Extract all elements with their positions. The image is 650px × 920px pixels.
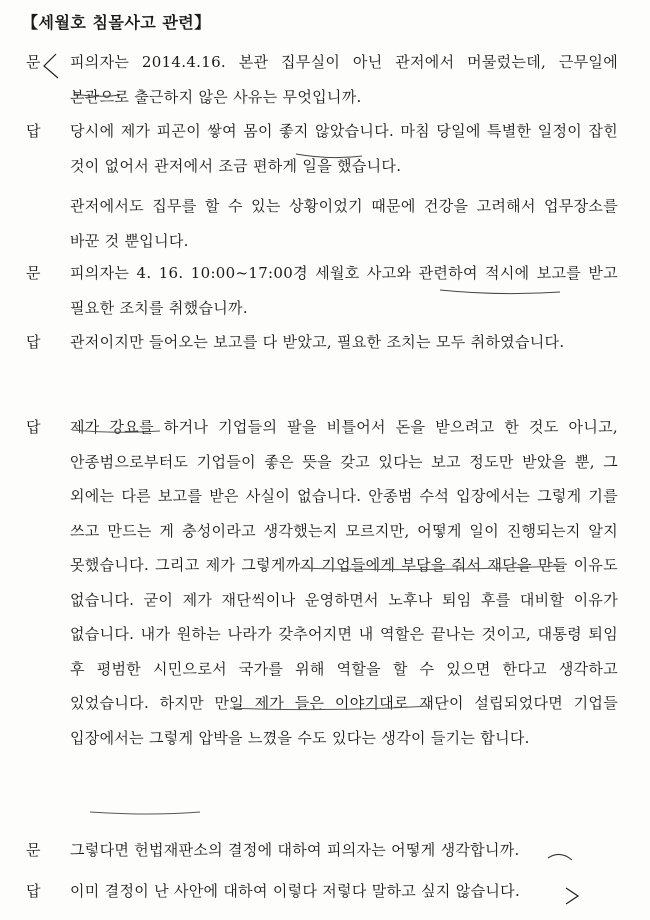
question-marker: 문 [26, 841, 41, 859]
answer-marker: 답 [26, 418, 41, 436]
paragraph: 제가 강요를 하거나 기업들의 팔을 비틀어서 돈을 받으려고 한 것도 아니고, 안종범으로부터도 기업들이 좋은 뜻을 갖고 있다는 보고 정도만 받았을 뿐, 그 외에는 다른 보고를 받은 사실이 없습니다. 안종범 수석 입장에서는 그렇게 기를 쓰고 만드는 게 충성이라고 생각했는지 모르지만, 어떻게 일이 진행되는지 알지 못했습니다. 그리고 제가 그렇게까지 기업들에게 부담을 줘서 재단을 만들 이유도 없습니다. 굳이 제가 재단씩이나 운영하면서 노후나 퇴임 후를 대비할 이유가 없습니다. 내가 원하는 나라가 갖추어지면 내 역할은 끝나는 것이고, 대통령 퇴임 후 평범한 시민으로서 국가를 위해 역할을 할 수 있으면 한다고 생각하고 있었습니다. 하지만 만일 제가 들은 이야기대로 재단이 설립되었다면 기업들 입장에서는 그렇게 압박을 느꼈을 수도 있다는 생각이 들기는 합니다. [70, 418, 618, 747]
question-marker: 문 [26, 53, 41, 71]
underline-mark [90, 812, 200, 814]
answer-marker: 답 [26, 882, 41, 900]
section-heading: 【세월호 침몰사고 관련】 [22, 13, 211, 32]
bracket-mark [44, 54, 58, 78]
answer-text [70, 325, 618, 360]
answer-text [70, 410, 618, 755]
question-text [70, 256, 618, 325]
paragraph: 관저이지만 들어오는 보고를 다 받았고, 필요한 조치는 모두 취하였습니다. [70, 333, 565, 351]
paragraph: 당시에 제가 피곤이 쌓여 몸이 좋지 않았습니다. 마침 당일에 특별한 일정이 잡힌 것이 없어서 관저에서 조금 편하게 일을 했습니다. [70, 122, 618, 175]
paragraph: 관저에서도 집무를 할 수 있는 상황이었기 때문에 건강을 고려해서 업무장소를 바꾼 것 뿐입니다. [70, 197, 618, 250]
answer-text [70, 114, 618, 258]
question-text [70, 833, 618, 868]
paragraph: 피의자는 2014.4.16. 본관 집무실이 아닌 관저에서 머물렀는데, 근무일에 본관으로 출근하지 않은 사유는 무엇입니까. [70, 53, 618, 106]
paragraph: 피의자는 4. 16. 10:00~17:00경 세월호 사고와 관련하여 적시에 보고를 받고 필요한 조치를 취했습니까. [70, 264, 618, 317]
answer-text [70, 874, 618, 909]
question-text [70, 45, 618, 114]
question-marker: 문 [26, 264, 41, 282]
paragraph: 그렇다면 헌법재판소의 결정에 대하여 피의자는 어떻게 생각합니까. [70, 841, 520, 859]
paragraph: 이미 결정이 난 사안에 대하여 이렇다 저렇다 말하고 싶지 않습니다. [70, 882, 521, 900]
answer-marker: 답 [26, 122, 41, 140]
answer-marker: 답 [26, 333, 41, 351]
